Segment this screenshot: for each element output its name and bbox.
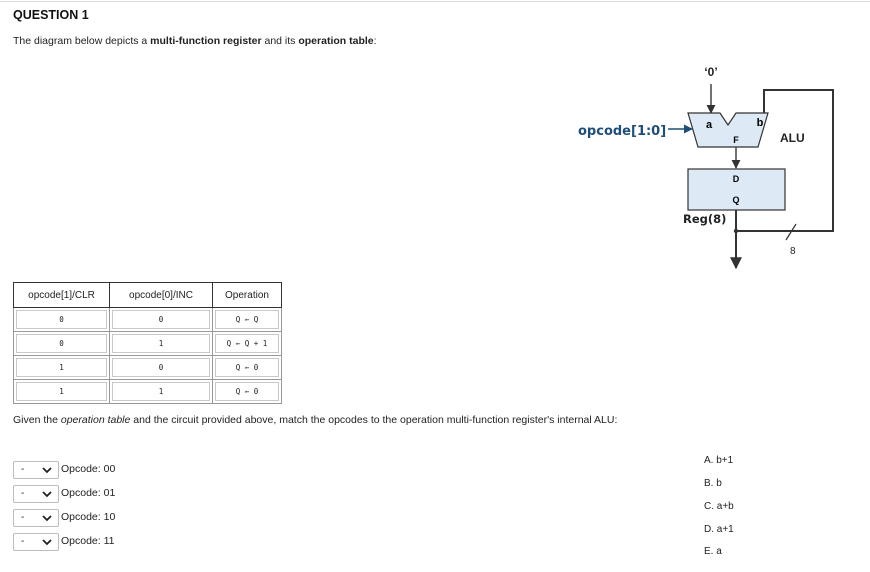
opcode-label: Opcode: 10 (61, 511, 116, 523)
opcode-label: Opcode: 11 (61, 535, 115, 547)
table-cell: 1 (112, 334, 210, 353)
chevron-down-icon (42, 489, 52, 499)
selected-value: - (21, 512, 25, 523)
selected-value: - (21, 464, 25, 475)
table-cell: 1 (112, 382, 210, 401)
question-intro (13, 35, 377, 47)
alu-port-f: F (733, 135, 739, 145)
table-cell: Q ← 0 (215, 358, 279, 377)
opcode-label: opcode[1:0] (578, 124, 667, 139)
opcode-11-select[interactable] (13, 533, 59, 551)
intro-mid: and its (261, 35, 299, 47)
top-divider (0, 1, 870, 2)
opcode-01-select[interactable] (13, 485, 59, 503)
table-row (14, 356, 282, 380)
table-row (14, 332, 282, 356)
reg-port-q: Q (732, 195, 740, 205)
opcode-label: Opcode: 00 (61, 463, 116, 475)
intro-suffix: : (373, 35, 377, 47)
matching-instructions (13, 414, 617, 426)
table-cell: 0 (16, 334, 107, 353)
const-zero-label: ‘0’ (704, 65, 718, 79)
intro-prefix: The diagram below depicts a (13, 35, 151, 47)
table-row (14, 308, 282, 332)
chevron-down-icon (42, 465, 52, 475)
given-prefix: Given the (13, 414, 61, 426)
answer-choice-c: C. a+b (704, 501, 734, 512)
table-cell: Q ← 0 (215, 382, 279, 401)
intro-term-register: multi-function register (150, 35, 262, 47)
selected-value: - (21, 536, 25, 547)
table-cell: 1 (16, 358, 107, 377)
selected-value: - (21, 488, 25, 499)
table-cell: 0 (112, 358, 210, 377)
header-clr: opcode[1]/CLR (14, 283, 110, 308)
alu-port-a: a (705, 119, 713, 131)
table-cell: Q ← Q (215, 310, 279, 329)
table-row (14, 380, 282, 404)
question-title: QUESTION 1 (13, 8, 89, 22)
table-header-row (14, 283, 282, 308)
chevron-down-icon (42, 537, 52, 547)
alu-port-b: b (756, 117, 764, 129)
bus-width-label: 8 (790, 246, 796, 257)
answer-choice-a: A. b+1 (704, 455, 734, 466)
given-suffix: and the circuit provided above, match the opcodes to the operation multi-function register's internal ALU: (130, 414, 618, 426)
reg-port-d: D (732, 174, 740, 184)
opcode-label: Opcode: 01 (61, 487, 116, 499)
operation-table (13, 282, 282, 404)
header-inc: opcode[0]/INC (110, 283, 213, 308)
opcode-10-select[interactable] (13, 509, 59, 527)
table-cell: 1 (16, 382, 107, 401)
chevron-down-icon (42, 513, 52, 523)
table-cell: Q ← Q + 1 (215, 334, 279, 353)
answer-choice-b: B. b (704, 478, 722, 489)
given-term: operation table (60, 414, 131, 426)
reg-label: Reg(8) (683, 212, 727, 226)
table-cell: 0 (16, 310, 107, 329)
intro-term-table: operation table (298, 35, 374, 47)
alu-label: ALU (780, 131, 805, 145)
answer-choice-e: E. a (704, 546, 722, 557)
circuit-diagram (570, 55, 840, 275)
opcode-00-select[interactable] (13, 461, 59, 479)
answer-choice-d: D. a+1 (704, 524, 734, 535)
header-operation: Operation (213, 283, 282, 308)
table-cell: 0 (112, 310, 210, 329)
